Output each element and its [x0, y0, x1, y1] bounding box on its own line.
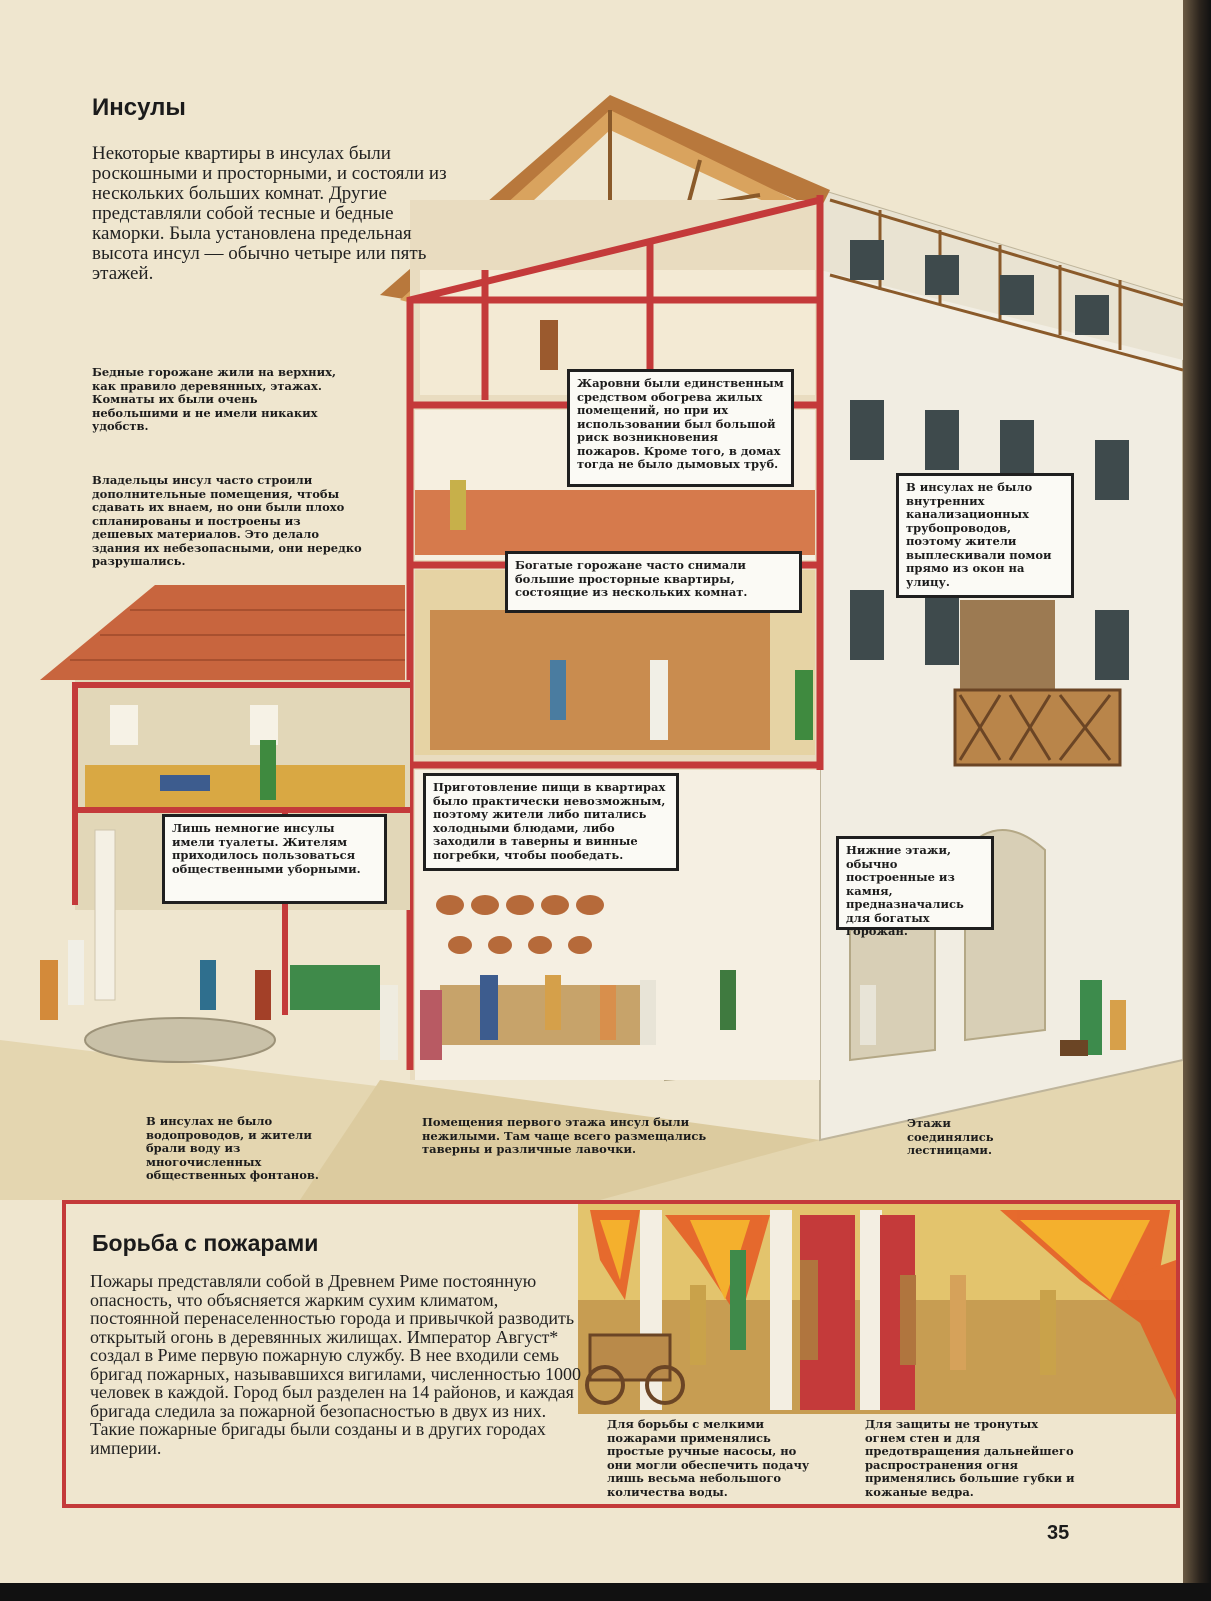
callout-rich-apartments: Богатые горожане часто снимали большие просторные квартиры, состоящие из нескольких комнат.	[505, 551, 802, 613]
book-edge	[1183, 0, 1211, 1601]
callout-toilets: Лишь немногие инсулы имели туалеты. Жителям приходилось пользоваться общественными уборными.	[162, 814, 387, 904]
callout-sewers: В инсулах не было внутренних канализационных трубопроводов, поэтому жители выплескивали помои прямо из окон на улицу.	[896, 473, 1074, 598]
fire-section-title: Борьба с пожарами	[92, 1230, 319, 1256]
fire-section-text: Пожары представляли собой в Древнем Риме постоянную опасность, что объясняется жарким сухим климатом, постоянной перенаселенностью города и привычкой разводить открытый огонь в деревянных жилищах. Император Август* создал в Риме первую пожарную службу. В нее входили семь бригад пожарных, называвшихся вигилами, численностью 1000 человек в каждой. Город был разделен на 14 районов, и каждая бригада следила за пожарной безопасностью в двух из них. Такие пожарные бригады были созданы и в других городах империи.	[90, 1271, 581, 1458]
note-owners: Владельцы инсул часто строили дополнительные помещения, чтобы сдавать их внаем, но они были плохо спланированы и построены из дешевых материалов. Это делало здания их небезопасными, они нередко разрушались.	[92, 473, 362, 568]
book-bottom-edge	[0, 1583, 1211, 1601]
fountain	[85, 1018, 275, 1062]
page-title: Инсулы	[92, 94, 186, 121]
callout-braziers: Жаровни были единственным средством обогрева жилых помещений, но при их использовании был большой риск возникновения пожаров. Кроме того, в домах тогда не было дымовых труб.	[567, 369, 794, 487]
intro-paragraph: Некоторые квартиры в инсулах были роскошными и просторными, и состояли из нескольких больших комнат. Другие представляли собой тесные и бедные каморки. Была установлена предельная высота инсул — обычно четыре или пять этажей.	[92, 143, 447, 284]
note-water: В инсулах не было водопроводов, и жители брали воду из многочисленных общественных фонтанов.	[146, 1114, 319, 1182]
note-poor-upper-floors: Бедные горожане жили на верхних, как правило деревянных, этажах. Комнаты их были очень небольшими и не имели никаких удобств.	[92, 365, 336, 433]
callout-cooking: Приготовление пищи в квартирах было практически невозможным, поэтому жители либо питались холодными блюдами, либо заходили в таверны и винные погребки, чтобы пообедать.	[423, 773, 679, 871]
note-ground-floor: Помещения первого этажа инсул были нежилыми. Там чаще всего размещались таверны и различные лавочки.	[422, 1115, 707, 1156]
callout-lower-floors: Нижние этажи, обычно построенные из камня, предназначались для богатых горожан.	[836, 836, 994, 930]
low-house-roof	[40, 585, 405, 680]
note-stairs: Этажи соединялись лестницами.	[907, 1116, 994, 1157]
caption-sponges: Для защиты не тронутых огнем стен и для предотвращения дальнейшего распространения огня применялись большие губки и кожаные ведра.	[865, 1417, 1075, 1499]
page-number: 35	[1047, 1522, 1070, 1544]
caption-pumps: Для борьбы с мелкими пожарами применялись простые ручные насосы, но они могли обеспечить подачу лишь весьма небольшого количества воды.	[607, 1417, 810, 1499]
